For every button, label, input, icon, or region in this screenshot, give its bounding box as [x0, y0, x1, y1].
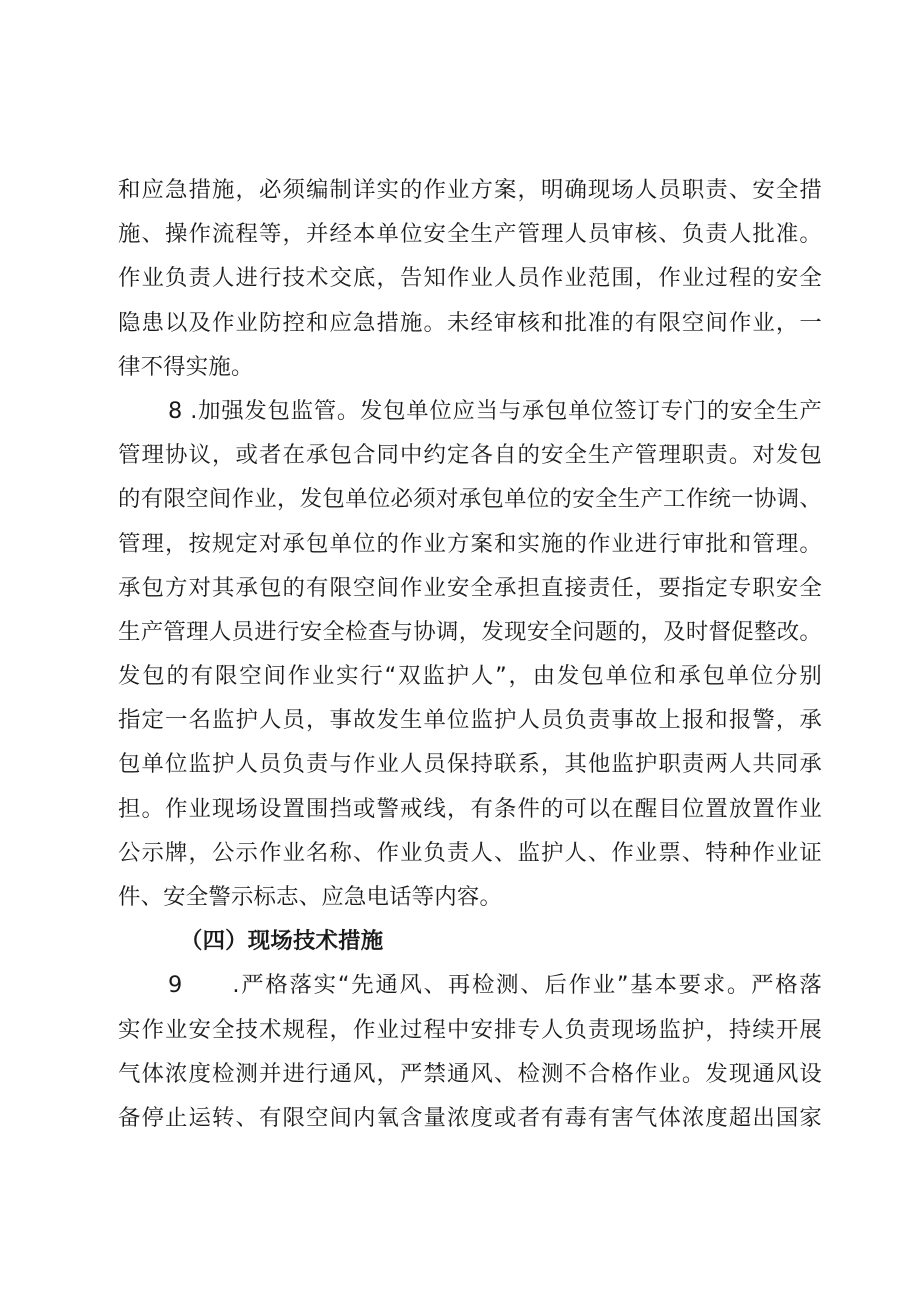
paragraph-2 [118, 389, 822, 919]
text-line: 气体浓度检测并进行通风，严禁通风、检测不合格作业。发现通风设 [118, 1060, 822, 1087]
text-line: 担。作业现场设置围挡或警戒线，有条件的可以在醒目位置放置作业 [118, 795, 822, 822]
text-line: 8 .加强发包监管。发包单位应当与承包单位签订专门的安全生产 [168, 397, 822, 424]
paragraph-3 [118, 963, 822, 1140]
text-line: 承包方对其承包的有限空间作业安全承担直接责任，要指定专职安全 [118, 574, 822, 601]
paragraph-1 [118, 168, 822, 389]
text-line: 指定一名监护人员，事故发生单位监护人员负责事故上报和报警，承 [118, 707, 822, 734]
text-line: 施、操作流程等，并经本单位安全生产管理人员审核、负责人批准。 [118, 221, 822, 248]
text-line: 和应急措施，必须编制详实的作业方案，明确现场人员职责、安全措 [118, 177, 822, 203]
text-line: 生产管理人员进行安全检查与协调，发现安全问题的，及时督促整改。 [118, 618, 822, 645]
text-line: 管理协议，或者在承包合同中约定各自的安全生产管理职责。对发包 [118, 442, 822, 469]
text-line: 包单位监护人员负责与作业人员保持联系，其他监护职责两人共同承 [118, 751, 822, 778]
text-line: 的有限空间作业，发包单位必须对承包单位的安全生产工作统一协调、 [118, 486, 822, 513]
text-line: 公示牌，公示作业名称、作业负责人、监护人、作业票、特种作业证 [118, 839, 822, 866]
text-line: 管理，按规定对承包单位的作业方案和实施的作业进行审批和管理。 [118, 530, 822, 557]
text-line: 9 .严格落实“先通风、再检测、后作业”基本要求。严格落 [168, 972, 822, 999]
text-line: 实作业安全技术规程，作业过程中安排专人负责现场监护，持续开展 [118, 1016, 822, 1043]
document-page [118, 168, 822, 1140]
text-line: 律不得实施。 [118, 353, 254, 380]
text-line: 发包的有限空间作业实行“双监护人”，由发包单位和承包单位分别 [118, 663, 822, 690]
text-line: 作业负责人进行技术交底，告知作业人员作业范围，作业过程的安全 [118, 265, 822, 292]
section-heading: （四）现场技术措施 [180, 928, 384, 955]
text-line: 件、安全警示标志、应急电话等内容。 [118, 884, 503, 910]
text-line: 隐患以及作业防控和应急措施。未经审核和批准的有限空间作业，一 [118, 309, 822, 336]
text-line: 备停止运转、有限空间内氧含量浓度或者有毒有害气体浓度超出国家 [118, 1104, 822, 1131]
